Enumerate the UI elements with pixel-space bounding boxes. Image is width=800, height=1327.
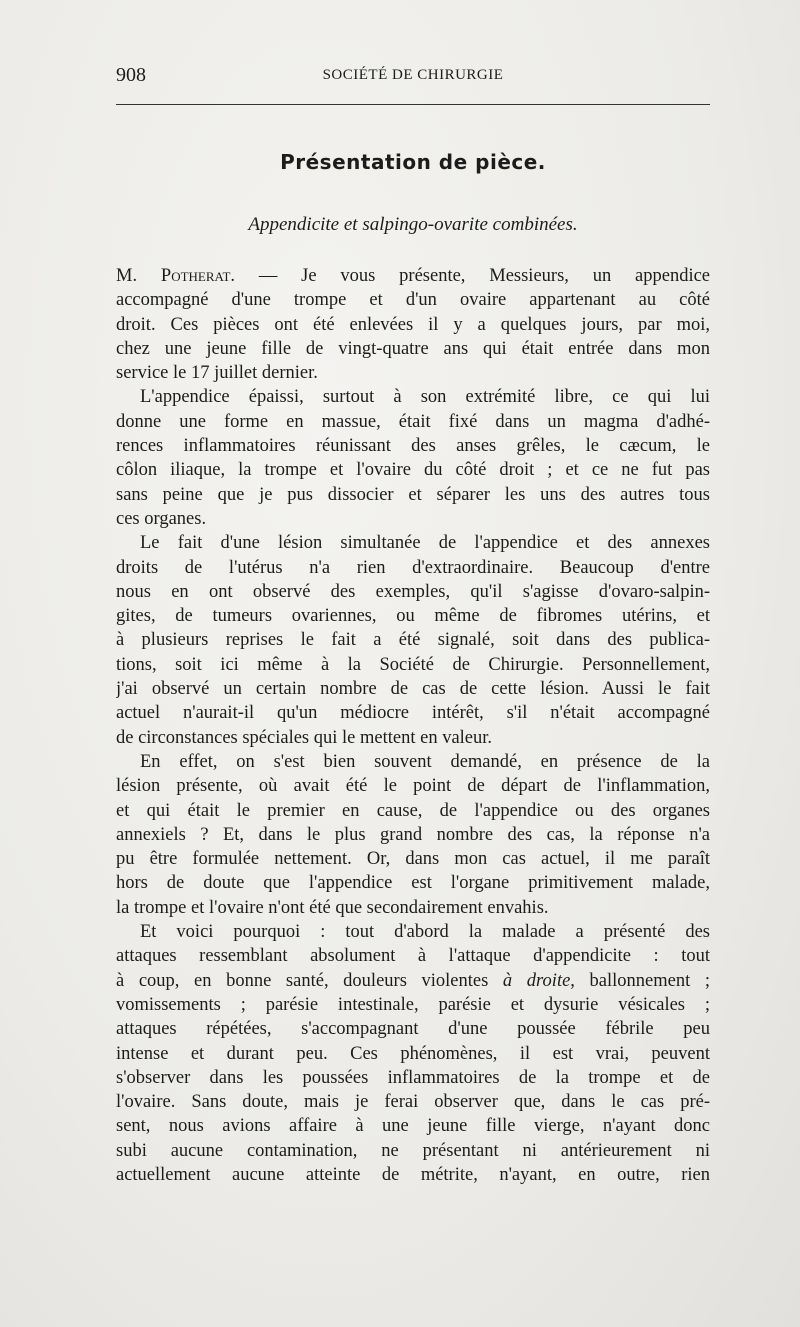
text-line: service le 17 juillet dernier. bbox=[116, 363, 318, 384]
text-line: droit. Ces pièces ont été enlevées il y a quelques jours, par moi, bbox=[116, 314, 710, 335]
text-line: attaques répétées, s'accompagnant d'une poussée fébrile peu bbox=[116, 1019, 710, 1040]
text-line: subi aucune contamination, ne présentant ni antérieurement ni bbox=[116, 1140, 710, 1161]
speaker-suffix: . bbox=[230, 266, 236, 286]
text-line: sent, nous avions affaire à une jeune fille vierge, n'ayant donc bbox=[116, 1116, 710, 1137]
header-rule bbox=[116, 104, 710, 105]
text-line: En effet, on s'est bien souvent demandé, en présence de la bbox=[140, 751, 710, 772]
speaker-name: Potherat bbox=[160, 266, 231, 286]
text-line: intense et durant peu. Ces phénomènes, il est vrai, peuvent bbox=[116, 1043, 710, 1064]
speaker-prefix: M. bbox=[116, 266, 138, 286]
section-subtitle: Appendicite et salpingo-ovarite combinées. bbox=[248, 214, 578, 235]
text-line: ces organes. bbox=[116, 508, 207, 529]
text-line: tions, soit ici même à la Société de Chirurgie. Personnellement, bbox=[116, 654, 710, 675]
text-line: hors de doute que l'appendice est l'organe primitivement malade, bbox=[116, 873, 710, 894]
section-title: Présentation de pièce. bbox=[280, 150, 546, 174]
text-line: attaques ressemblant absolument à l'attaque d'appendicite : tout bbox=[116, 946, 710, 967]
text-line: Et voici pourquoi : tout d'abord la malade a présenté des bbox=[140, 922, 710, 943]
text-line: à coup, en bonne santé, douleurs violentes à droite, ballonnement ; bbox=[116, 970, 710, 991]
text-line: rences inflammatoires réunissant des anses grêles, le cæcum, le bbox=[116, 436, 710, 457]
text-line: actuel n'aurait-il qu'un médiocre intérêt, s'il n'était accompagné bbox=[116, 703, 710, 724]
text-line: annexiels ? Et, dans le plus grand nombre des cas, la réponse n'a bbox=[116, 824, 710, 845]
text-line: l'ovaire. Sans doute, mais je ferai observer que, dans le cas pré- bbox=[116, 1092, 710, 1113]
italic-phrase: à droite bbox=[502, 970, 571, 991]
text-line: L'appendice épaissi, surtout à son extrémité libre, ce qui lui bbox=[140, 387, 710, 408]
text-line: à plusieurs reprises le fait a été signalé, soit dans des publica- bbox=[116, 630, 710, 651]
text-line: chez une jeune fille de vingt-quatre ans qui était entrée dans mon bbox=[116, 338, 710, 359]
text-line: donne une forme en massue, était fixé dans un magma d'adhé- bbox=[116, 411, 710, 432]
body-text bbox=[116, 264, 710, 1187]
text-line: s'observer dans les poussées inflammatoires de la trompe et de bbox=[116, 1067, 710, 1088]
text-line: lésion présente, où avait été le point de départ de l'inflammation, bbox=[116, 776, 710, 797]
text-line: droits de l'utérus n'a rien d'extraordinaire. Beaucoup d'entre bbox=[116, 557, 710, 578]
text-line: nous en ont observé des exemples, qu'il s'agisse d'ovaro-salpin- bbox=[116, 581, 710, 602]
text-line: de circonstances spéciales qui le mettent en valeur. bbox=[116, 727, 493, 748]
text-line: actuellement aucune atteinte de métrite, n'ayant, en outre, rien bbox=[116, 1164, 710, 1185]
text-line: j'ai observé un certain nombre de cas de cette lésion. Aussi le fait bbox=[116, 679, 710, 700]
text-line: gites, de tumeurs ovariennes, ou même de fibromes utérins, et bbox=[116, 606, 710, 627]
text-line: et qui était le premier en cause, de l'appendice ou des organes bbox=[116, 800, 710, 821]
text-line: côlon iliaque, la trompe et l'ovaire du côté droit ; et ce ne fut pas bbox=[116, 460, 710, 481]
text-line: accompagné d'une trompe et d'un ovaire appartenant au côté bbox=[116, 290, 710, 311]
text-line: Le fait d'une lésion simultanée de l'appendice et des annexes bbox=[140, 533, 710, 554]
journal-title: SOCIÉTÉ DE CHIRURGIE bbox=[322, 67, 504, 83]
page-number: 908 bbox=[116, 64, 146, 86]
running-head bbox=[116, 64, 710, 90]
text-line: la trompe et l'ovaire n'ont été que secondairement envahis. bbox=[116, 897, 549, 918]
text-line: pu être formulée nettement. Or, dans mon cas actuel, il me paraît bbox=[116, 849, 710, 870]
text-line: M. Potherat. — Je vous présente, Messieurs, un appendice bbox=[116, 266, 710, 286]
text-line: sans peine que je pus dissocier et séparer les uns des autres tous bbox=[116, 484, 710, 505]
text-line: vomissements ; parésie intestinale, parésie et dysurie vésicales ; bbox=[116, 994, 710, 1015]
